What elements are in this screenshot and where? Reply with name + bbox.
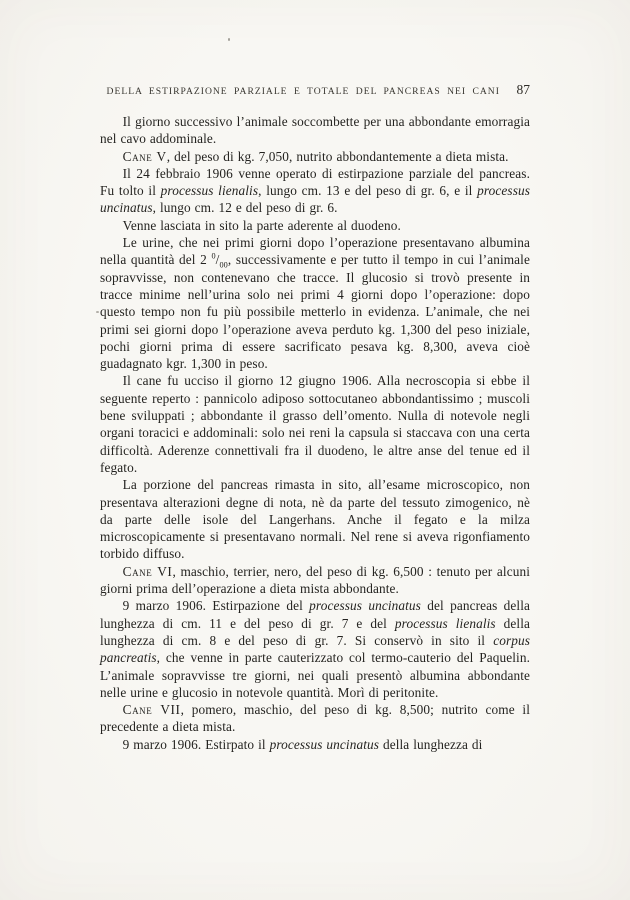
italic-term: processus lienalis <box>160 183 259 199</box>
text-run: Le urine, che nei primi giorni dopo l’operazione presentavano albumina nella quantità del 2 <box>100 235 530 268</box>
paragraph <box>100 234 530 372</box>
text-run: del pancreas della lunghezza di cm. 11 e del peso di gr. 7 e del <box>100 598 531 631</box>
body-text <box>100 113 530 753</box>
paragraph <box>100 148 530 165</box>
text-run: , maschio, terrier, nero, del peso di kg. 6,500 : tenuto per alcuni giorni prima dell’operazione a dieta mista abbondante. <box>100 563 530 597</box>
page-number: 87 <box>516 82 530 97</box>
paragraph <box>100 736 530 753</box>
paragraph <box>100 165 530 217</box>
text-run: , pomero, maschio, del peso di kg. 8,500; nutrito come il precedente a dieta mista. <box>100 702 530 735</box>
running-title: DELLA ESTIRPAZIONE PARZIALE E TOTALE DEL PANCREAS NEI CANI <box>106 86 500 97</box>
paragraph <box>100 113 530 148</box>
italic-term: processus uncinatus <box>309 598 421 614</box>
page-content <box>100 82 530 753</box>
text-run: della lunghezza di cm. 8 e del peso di gr. 7. Si conservò in sito il <box>100 615 531 648</box>
text-run: , che venne in parte cauterizzato col termo-cauterio del Paquelin. L’animale sopravvisse tre giorni, nei quali presentò albumina abbondante nelle urine e glucosio in notevole quantità. Morì di peritonite. <box>100 650 530 700</box>
italic-term: processus lienalis <box>394 615 496 631</box>
page-header <box>100 82 530 98</box>
text-run: Il 24 febbraio 1906 venne operato di estirpazione parziale del pancreas. Fu tolto il <box>100 165 530 199</box>
paragraph <box>100 217 530 234</box>
text-run: La porzione del pancreas rimasta in sito, all’esame microscopico, non presentava alterazioni degne di nota, nè da parte del tessuto zimogenico, nè da parte delle isole del Langerhans. Anche il fegato e la milza microscopicamente si presentavano normali. Nel rene si aveva rigonfiamento torbido diffuso. <box>100 477 530 562</box>
smallcaps-label: Cane V <box>122 148 167 164</box>
text-run: Il giorno successivo l’animale soccombette per una abbondante emorragia nel cavo addominale. <box>100 114 530 147</box>
italic-term: processus uncinatus <box>100 183 530 216</box>
smallcaps-label: Cane VII <box>122 702 181 718</box>
text-run: 9 marzo 1906. Estirpato il <box>122 736 270 752</box>
text-run: della lunghezza di <box>379 736 483 752</box>
text-run: , lungo cm. 12 e del peso di gr. 6. <box>152 200 338 216</box>
paragraph <box>100 563 530 598</box>
text-run: Venne lasciata in sito la parte aderente al duodeno. <box>122 217 401 233</box>
subscript-text: 00 <box>219 261 228 271</box>
paragraph <box>100 597 530 701</box>
superscript-text: 0 <box>211 251 216 261</box>
paragraph <box>100 701 530 736</box>
text-run: 9 marzo 1906. Estirpazione del <box>122 598 310 614</box>
smallcaps-label: Cane VI <box>122 563 173 579</box>
text-run: , successivamente e per tutto il tempo in cui l’animale sopravvisse, non contenevano che tracce. Il glucosio si trovò presente in tracce minime nell’urina solo nei primi 4 giorni dopo l’operazione: dopo questo tempo non fu più possibile metterlo in evidenza. L’animale, che nei primi sei giorni dopo l’operazione aveva perduto kg. 1,300 del peso iniziale, pochi giorni prima di essere sacrificato pesava kg. 8,300, aveva cioè guadagnato kgr. 1,300 in peso. <box>100 252 530 372</box>
paragraph <box>100 476 530 562</box>
italic-term: corpus pancreatis <box>100 632 530 666</box>
text-run: Il cane fu ucciso il giorno 12 giugno 1906. Alla necroscopia si ebbe il seguente reperto : pannicolo adiposo sottocutaneo abbondantissimo ; muscoli bene sviluppati ; abbondante il grasso dell’omento. Nulla di notevole negli organi toracici e addominali: solo nei reni la capsula si staccava con una certa difficoltà. Aderenze connettivali fra il duodeno, le altre anse del tenue ed il fegato. <box>100 373 530 475</box>
paragraph <box>100 372 530 476</box>
text-run: , lungo cm. 13 e del peso di gr. 6, e il <box>258 183 478 199</box>
italic-term: processus uncinatus <box>269 736 380 752</box>
scan-artifact <box>228 38 230 41</box>
scan-artifact <box>96 311 99 313</box>
text-run: / <box>215 252 220 268</box>
text-run: , del peso di kg. 7,050, nutrito abbondantemente a dieta mista. <box>166 148 509 164</box>
